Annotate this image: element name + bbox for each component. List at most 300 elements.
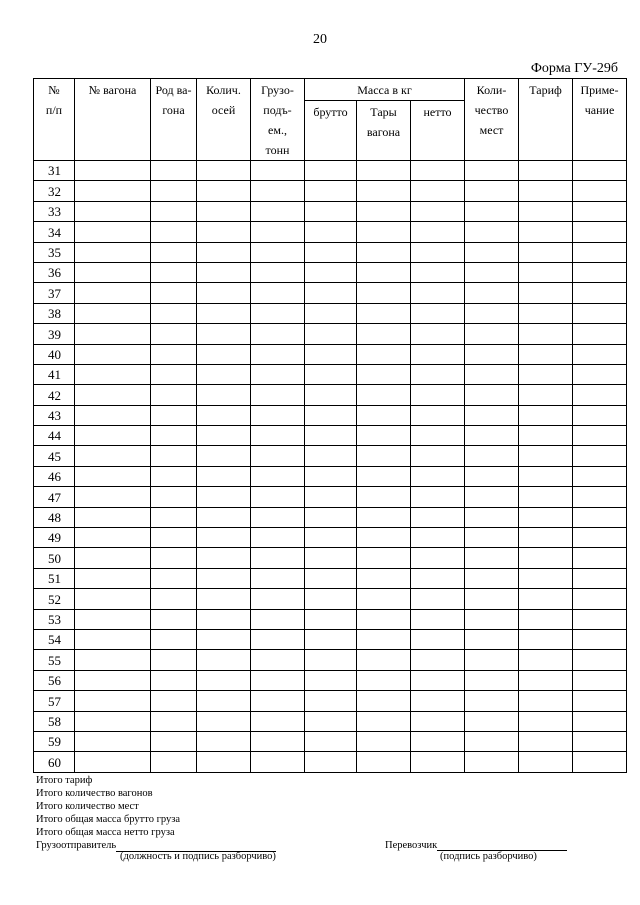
table-cell[interactable] bbox=[197, 711, 251, 731]
table-cell[interactable] bbox=[151, 609, 197, 629]
table-cell[interactable] bbox=[197, 344, 251, 364]
table-cell[interactable] bbox=[75, 446, 151, 466]
table-cell[interactable] bbox=[305, 466, 357, 486]
table-cell[interactable] bbox=[197, 385, 251, 405]
table-cell[interactable] bbox=[251, 731, 305, 751]
table-cell[interactable] bbox=[573, 181, 627, 201]
table-cell[interactable] bbox=[357, 731, 411, 751]
table-cell[interactable] bbox=[151, 711, 197, 731]
table-cell[interactable] bbox=[465, 426, 519, 446]
table-cell[interactable] bbox=[573, 752, 627, 772]
table-cell[interactable] bbox=[465, 507, 519, 527]
table-cell[interactable] bbox=[573, 589, 627, 609]
table-cell[interactable] bbox=[357, 589, 411, 609]
table-cell[interactable] bbox=[251, 466, 305, 486]
table-cell[interactable] bbox=[305, 528, 357, 548]
table-cell[interactable] bbox=[251, 711, 305, 731]
table-cell[interactable] bbox=[357, 691, 411, 711]
table-cell[interactable] bbox=[251, 548, 305, 568]
table-cell[interactable] bbox=[411, 181, 465, 201]
table-cell[interactable] bbox=[465, 303, 519, 323]
table-cell[interactable] bbox=[465, 385, 519, 405]
table-cell[interactable] bbox=[75, 283, 151, 303]
table-cell[interactable] bbox=[573, 670, 627, 690]
table-cell[interactable] bbox=[197, 242, 251, 262]
table-cell[interactable] bbox=[305, 548, 357, 568]
table-cell[interactable] bbox=[75, 528, 151, 548]
table-cell[interactable] bbox=[151, 405, 197, 425]
table-cell[interactable] bbox=[197, 548, 251, 568]
table-cell[interactable] bbox=[251, 201, 305, 221]
table-cell[interactable] bbox=[151, 691, 197, 711]
table-cell[interactable] bbox=[305, 364, 357, 384]
table-cell[interactable] bbox=[411, 385, 465, 405]
table-cell[interactable] bbox=[75, 262, 151, 282]
table-cell[interactable] bbox=[573, 466, 627, 486]
table-cell[interactable] bbox=[573, 446, 627, 466]
table-cell[interactable] bbox=[573, 507, 627, 527]
table-cell[interactable] bbox=[305, 161, 357, 181]
table-cell[interactable] bbox=[251, 752, 305, 772]
table-cell[interactable] bbox=[305, 691, 357, 711]
table-cell[interactable] bbox=[519, 385, 573, 405]
table-cell[interactable] bbox=[573, 161, 627, 181]
table-cell[interactable] bbox=[151, 466, 197, 486]
table-cell[interactable] bbox=[573, 405, 627, 425]
table-cell[interactable] bbox=[357, 222, 411, 242]
table-cell[interactable] bbox=[305, 344, 357, 364]
table-cell[interactable] bbox=[573, 324, 627, 344]
table-cell[interactable] bbox=[519, 670, 573, 690]
table-cell[interactable] bbox=[197, 589, 251, 609]
table-cell[interactable] bbox=[151, 283, 197, 303]
table-cell[interactable] bbox=[151, 324, 197, 344]
table-cell[interactable] bbox=[357, 650, 411, 670]
table-cell[interactable] bbox=[75, 222, 151, 242]
table-cell[interactable] bbox=[357, 609, 411, 629]
table-cell[interactable] bbox=[573, 262, 627, 282]
table-cell[interactable] bbox=[197, 568, 251, 588]
table-cell[interactable] bbox=[573, 528, 627, 548]
table-cell[interactable] bbox=[519, 731, 573, 751]
table-cell[interactable] bbox=[519, 364, 573, 384]
table-cell[interactable] bbox=[75, 629, 151, 649]
table-cell[interactable] bbox=[357, 426, 411, 446]
table-cell[interactable] bbox=[197, 487, 251, 507]
table-cell[interactable] bbox=[465, 487, 519, 507]
table-cell[interactable] bbox=[305, 609, 357, 629]
table-cell[interactable] bbox=[251, 262, 305, 282]
table-cell[interactable] bbox=[251, 303, 305, 323]
table-cell[interactable] bbox=[465, 324, 519, 344]
table-cell[interactable] bbox=[251, 405, 305, 425]
table-cell[interactable] bbox=[151, 629, 197, 649]
table-cell[interactable] bbox=[465, 629, 519, 649]
table-cell[interactable] bbox=[75, 507, 151, 527]
table-cell[interactable] bbox=[197, 161, 251, 181]
table-cell[interactable] bbox=[151, 589, 197, 609]
table-cell[interactable] bbox=[411, 161, 465, 181]
table-cell[interactable] bbox=[357, 466, 411, 486]
table-cell[interactable] bbox=[305, 426, 357, 446]
table-cell[interactable] bbox=[519, 324, 573, 344]
table-cell[interactable] bbox=[357, 405, 411, 425]
table-cell[interactable] bbox=[465, 670, 519, 690]
table-cell[interactable] bbox=[75, 181, 151, 201]
table-cell[interactable] bbox=[573, 568, 627, 588]
table-cell[interactable] bbox=[197, 650, 251, 670]
table-cell[interactable] bbox=[573, 650, 627, 670]
table-cell[interactable] bbox=[519, 629, 573, 649]
table-cell[interactable] bbox=[305, 222, 357, 242]
table-cell[interactable] bbox=[151, 528, 197, 548]
table-cell[interactable] bbox=[251, 324, 305, 344]
table-cell[interactable] bbox=[75, 711, 151, 731]
table-cell[interactable] bbox=[305, 487, 357, 507]
table-cell[interactable] bbox=[151, 181, 197, 201]
table-cell[interactable] bbox=[197, 446, 251, 466]
table-cell[interactable] bbox=[305, 201, 357, 221]
table-cell[interactable] bbox=[251, 507, 305, 527]
table-cell[interactable] bbox=[519, 609, 573, 629]
table-cell[interactable] bbox=[519, 691, 573, 711]
table-cell[interactable] bbox=[251, 426, 305, 446]
table-cell[interactable] bbox=[411, 324, 465, 344]
table-cell[interactable] bbox=[305, 242, 357, 262]
table-cell[interactable] bbox=[305, 283, 357, 303]
table-cell[interactable] bbox=[519, 201, 573, 221]
table-cell[interactable] bbox=[75, 201, 151, 221]
table-cell[interactable] bbox=[411, 589, 465, 609]
table-cell[interactable] bbox=[197, 528, 251, 548]
table-cell[interactable] bbox=[251, 161, 305, 181]
table-cell[interactable] bbox=[519, 222, 573, 242]
table-cell[interactable] bbox=[151, 507, 197, 527]
table-cell[interactable] bbox=[75, 650, 151, 670]
table-cell[interactable] bbox=[573, 344, 627, 364]
table-cell[interactable] bbox=[519, 181, 573, 201]
table-cell[interactable] bbox=[411, 303, 465, 323]
table-cell[interactable] bbox=[519, 487, 573, 507]
table-cell[interactable] bbox=[151, 548, 197, 568]
table-cell[interactable] bbox=[357, 670, 411, 690]
table-cell[interactable] bbox=[305, 731, 357, 751]
table-cell[interactable] bbox=[151, 731, 197, 751]
table-cell[interactable] bbox=[519, 589, 573, 609]
table-cell[interactable] bbox=[519, 507, 573, 527]
table-cell[interactable] bbox=[75, 548, 151, 568]
table-cell[interactable] bbox=[251, 609, 305, 629]
table-cell[interactable] bbox=[151, 242, 197, 262]
table-cell[interactable] bbox=[151, 487, 197, 507]
table-cell[interactable] bbox=[305, 670, 357, 690]
table-cell[interactable] bbox=[519, 752, 573, 772]
table-cell[interactable] bbox=[411, 283, 465, 303]
carrier-signature-field[interactable] bbox=[437, 840, 567, 851]
table-cell[interactable] bbox=[197, 222, 251, 242]
table-cell[interactable] bbox=[357, 242, 411, 262]
table-cell[interactable] bbox=[519, 548, 573, 568]
table-cell[interactable] bbox=[519, 568, 573, 588]
table-cell[interactable] bbox=[465, 568, 519, 588]
table-cell[interactable] bbox=[411, 691, 465, 711]
table-cell[interactable] bbox=[519, 650, 573, 670]
table-cell[interactable] bbox=[519, 303, 573, 323]
table-cell[interactable] bbox=[411, 528, 465, 548]
table-cell[interactable] bbox=[411, 222, 465, 242]
table-cell[interactable] bbox=[75, 487, 151, 507]
table-cell[interactable] bbox=[197, 283, 251, 303]
table-cell[interactable] bbox=[251, 670, 305, 690]
table-cell[interactable] bbox=[465, 181, 519, 201]
table-cell[interactable] bbox=[197, 201, 251, 221]
table-cell[interactable] bbox=[305, 650, 357, 670]
table-cell[interactable] bbox=[251, 589, 305, 609]
table-cell[interactable] bbox=[357, 507, 411, 527]
table-cell[interactable] bbox=[411, 711, 465, 731]
table-cell[interactable] bbox=[305, 568, 357, 588]
table-cell[interactable] bbox=[251, 629, 305, 649]
table-cell[interactable] bbox=[251, 650, 305, 670]
table-cell[interactable] bbox=[75, 426, 151, 446]
table-cell[interactable] bbox=[75, 589, 151, 609]
table-cell[interactable] bbox=[573, 201, 627, 221]
table-cell[interactable] bbox=[251, 283, 305, 303]
table-cell[interactable] bbox=[411, 650, 465, 670]
table-cell[interactable] bbox=[357, 446, 411, 466]
table-cell[interactable] bbox=[465, 752, 519, 772]
table-cell[interactable] bbox=[251, 446, 305, 466]
table-cell[interactable] bbox=[411, 731, 465, 751]
table-cell[interactable] bbox=[305, 507, 357, 527]
table-cell[interactable] bbox=[411, 405, 465, 425]
table-cell[interactable] bbox=[151, 262, 197, 282]
table-cell[interactable] bbox=[75, 385, 151, 405]
table-cell[interactable] bbox=[573, 691, 627, 711]
table-cell[interactable] bbox=[151, 222, 197, 242]
table-cell[interactable] bbox=[305, 181, 357, 201]
table-cell[interactable] bbox=[251, 242, 305, 262]
table-cell[interactable] bbox=[573, 731, 627, 751]
table-cell[interactable] bbox=[357, 324, 411, 344]
table-cell[interactable] bbox=[357, 711, 411, 731]
table-cell[interactable] bbox=[151, 201, 197, 221]
table-cell[interactable] bbox=[197, 303, 251, 323]
table-cell[interactable] bbox=[519, 262, 573, 282]
table-cell[interactable] bbox=[251, 528, 305, 548]
table-cell[interactable] bbox=[573, 222, 627, 242]
table-cell[interactable] bbox=[519, 405, 573, 425]
table-cell[interactable] bbox=[75, 466, 151, 486]
table-cell[interactable] bbox=[357, 161, 411, 181]
table-cell[interactable] bbox=[465, 548, 519, 568]
table-cell[interactable] bbox=[465, 201, 519, 221]
table-cell[interactable] bbox=[357, 528, 411, 548]
table-cell[interactable] bbox=[411, 466, 465, 486]
table-cell[interactable] bbox=[197, 364, 251, 384]
table-cell[interactable] bbox=[75, 609, 151, 629]
table-cell[interactable] bbox=[519, 528, 573, 548]
table-cell[interactable] bbox=[357, 385, 411, 405]
table-cell[interactable] bbox=[197, 181, 251, 201]
table-cell[interactable] bbox=[305, 629, 357, 649]
table-cell[interactable] bbox=[465, 446, 519, 466]
table-cell[interactable] bbox=[411, 609, 465, 629]
table-cell[interactable] bbox=[251, 568, 305, 588]
table-cell[interactable] bbox=[197, 507, 251, 527]
table-cell[interactable] bbox=[75, 324, 151, 344]
table-cell[interactable] bbox=[573, 629, 627, 649]
table-cell[interactable] bbox=[75, 691, 151, 711]
table-cell[interactable] bbox=[357, 181, 411, 201]
table-cell[interactable] bbox=[411, 670, 465, 690]
table-cell[interactable] bbox=[465, 650, 519, 670]
table-cell[interactable] bbox=[357, 303, 411, 323]
table-cell[interactable] bbox=[197, 405, 251, 425]
table-cell[interactable] bbox=[357, 262, 411, 282]
table-cell[interactable] bbox=[519, 283, 573, 303]
table-cell[interactable] bbox=[411, 507, 465, 527]
table-cell[interactable] bbox=[305, 589, 357, 609]
table-cell[interactable] bbox=[519, 426, 573, 446]
table-cell[interactable] bbox=[411, 364, 465, 384]
table-cell[interactable] bbox=[75, 344, 151, 364]
table-cell[interactable] bbox=[151, 161, 197, 181]
table-cell[interactable] bbox=[151, 426, 197, 446]
table-cell[interactable] bbox=[573, 385, 627, 405]
table-cell[interactable] bbox=[305, 446, 357, 466]
table-cell[interactable] bbox=[75, 364, 151, 384]
table-cell[interactable] bbox=[519, 711, 573, 731]
table-cell[interactable] bbox=[357, 283, 411, 303]
table-cell[interactable] bbox=[573, 364, 627, 384]
table-cell[interactable] bbox=[465, 711, 519, 731]
table-cell[interactable] bbox=[465, 262, 519, 282]
table-cell[interactable] bbox=[305, 405, 357, 425]
table-cell[interactable] bbox=[75, 568, 151, 588]
table-cell[interactable] bbox=[411, 568, 465, 588]
table-cell[interactable] bbox=[519, 161, 573, 181]
table-cell[interactable] bbox=[411, 201, 465, 221]
table-cell[interactable] bbox=[573, 426, 627, 446]
table-cell[interactable] bbox=[357, 364, 411, 384]
table-cell[interactable] bbox=[151, 303, 197, 323]
table-cell[interactable] bbox=[411, 629, 465, 649]
table-cell[interactable] bbox=[151, 670, 197, 690]
table-cell[interactable] bbox=[75, 670, 151, 690]
table-cell[interactable] bbox=[411, 426, 465, 446]
table-cell[interactable] bbox=[357, 629, 411, 649]
table-cell[interactable] bbox=[151, 650, 197, 670]
table-cell[interactable] bbox=[465, 161, 519, 181]
table-cell[interactable] bbox=[465, 609, 519, 629]
table-cell[interactable] bbox=[75, 731, 151, 751]
table-cell[interactable] bbox=[357, 201, 411, 221]
table-cell[interactable] bbox=[197, 691, 251, 711]
table-cell[interactable] bbox=[519, 344, 573, 364]
table-cell[interactable] bbox=[75, 752, 151, 772]
table-cell[interactable] bbox=[411, 487, 465, 507]
table-cell[interactable] bbox=[197, 731, 251, 751]
table-cell[interactable] bbox=[573, 242, 627, 262]
table-cell[interactable] bbox=[573, 487, 627, 507]
table-cell[interactable] bbox=[75, 405, 151, 425]
table-cell[interactable] bbox=[411, 242, 465, 262]
table-cell[interactable] bbox=[197, 609, 251, 629]
table-cell[interactable] bbox=[305, 711, 357, 731]
table-cell[interactable] bbox=[411, 344, 465, 364]
table-cell[interactable] bbox=[305, 752, 357, 772]
table-cell[interactable] bbox=[151, 446, 197, 466]
table-cell[interactable] bbox=[197, 262, 251, 282]
table-cell[interactable] bbox=[519, 446, 573, 466]
table-cell[interactable] bbox=[197, 670, 251, 690]
table-cell[interactable] bbox=[465, 589, 519, 609]
table-cell[interactable] bbox=[411, 752, 465, 772]
table-cell[interactable] bbox=[357, 568, 411, 588]
table-cell[interactable] bbox=[411, 446, 465, 466]
table-cell[interactable] bbox=[251, 487, 305, 507]
table-cell[interactable] bbox=[151, 344, 197, 364]
table-cell[interactable] bbox=[151, 568, 197, 588]
table-cell[interactable] bbox=[519, 242, 573, 262]
table-cell[interactable] bbox=[305, 303, 357, 323]
table-cell[interactable] bbox=[197, 426, 251, 446]
table-cell[interactable] bbox=[465, 405, 519, 425]
table-cell[interactable] bbox=[197, 752, 251, 772]
table-cell[interactable] bbox=[151, 752, 197, 772]
table-cell[interactable] bbox=[465, 222, 519, 242]
table-cell[interactable] bbox=[465, 344, 519, 364]
table-cell[interactable] bbox=[251, 181, 305, 201]
table-cell[interactable] bbox=[151, 385, 197, 405]
table-cell[interactable] bbox=[465, 731, 519, 751]
table-cell[interactable] bbox=[573, 711, 627, 731]
table-cell[interactable] bbox=[75, 303, 151, 323]
table-cell[interactable] bbox=[465, 242, 519, 262]
table-cell[interactable] bbox=[411, 262, 465, 282]
table-cell[interactable] bbox=[573, 303, 627, 323]
table-cell[interactable] bbox=[357, 752, 411, 772]
table-cell[interactable] bbox=[357, 344, 411, 364]
table-cell[interactable] bbox=[251, 385, 305, 405]
table-cell[interactable] bbox=[465, 691, 519, 711]
table-cell[interactable] bbox=[305, 324, 357, 344]
table-cell[interactable] bbox=[75, 242, 151, 262]
table-cell[interactable] bbox=[573, 548, 627, 568]
table-cell[interactable] bbox=[573, 283, 627, 303]
table-cell[interactable] bbox=[465, 528, 519, 548]
table-cell[interactable] bbox=[305, 262, 357, 282]
table-cell[interactable] bbox=[75, 161, 151, 181]
table-cell[interactable] bbox=[465, 364, 519, 384]
table-cell[interactable] bbox=[465, 283, 519, 303]
table-cell[interactable] bbox=[305, 385, 357, 405]
table-cell[interactable] bbox=[197, 629, 251, 649]
table-cell[interactable] bbox=[465, 466, 519, 486]
table-cell[interactable] bbox=[357, 548, 411, 568]
table-cell[interactable] bbox=[251, 344, 305, 364]
table-cell[interactable] bbox=[251, 691, 305, 711]
table-cell[interactable] bbox=[251, 364, 305, 384]
table-cell[interactable] bbox=[151, 364, 197, 384]
table-cell[interactable] bbox=[411, 548, 465, 568]
table-cell[interactable] bbox=[197, 324, 251, 344]
table-cell[interactable] bbox=[251, 222, 305, 242]
table-cell[interactable] bbox=[357, 487, 411, 507]
table-cell[interactable] bbox=[573, 609, 627, 629]
table-cell[interactable] bbox=[519, 466, 573, 486]
